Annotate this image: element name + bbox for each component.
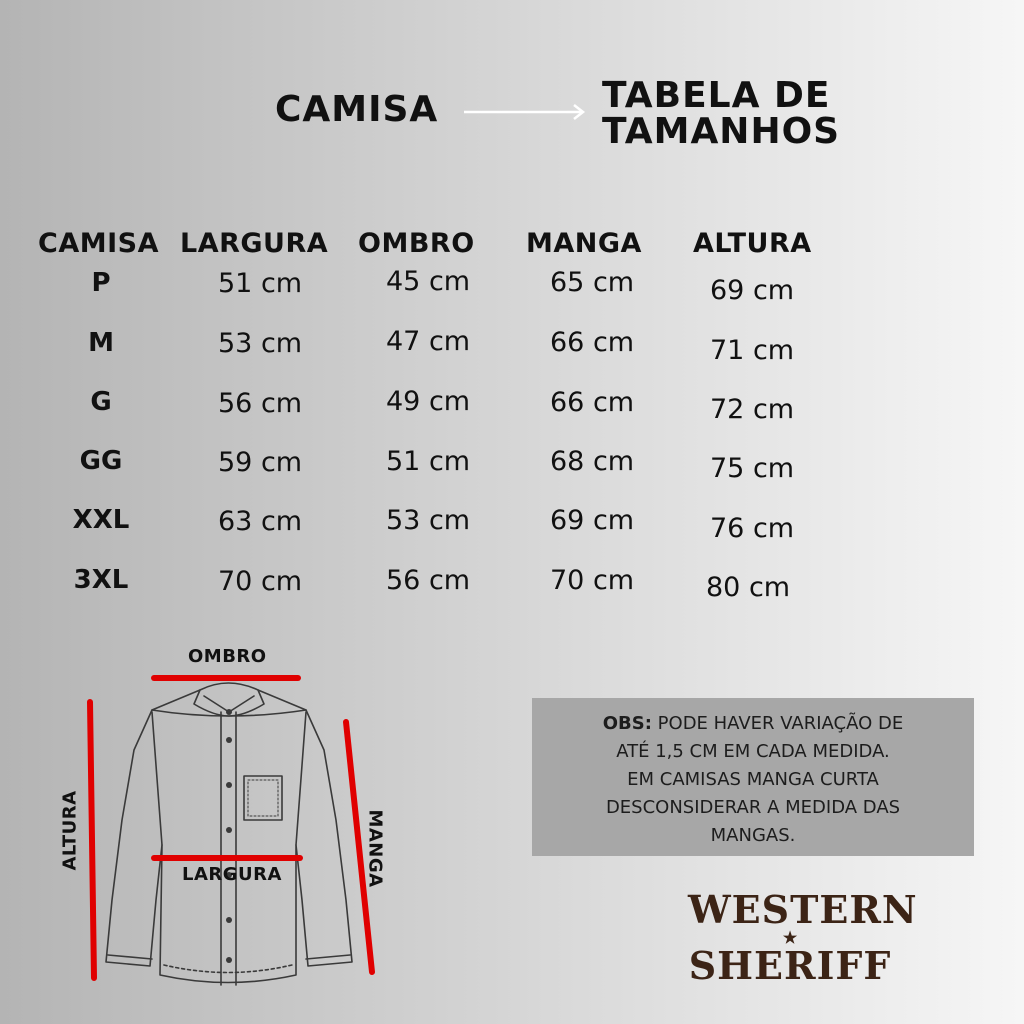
note-line-1: PODE HAVER VARIAÇÃO DE	[657, 713, 904, 734]
note-line-3: EM CAMISAS MANGA CURTA	[627, 769, 879, 790]
size-cell: M	[88, 328, 114, 358]
ombro-cell: 56 cm	[386, 565, 471, 596]
ombro-cell: 49 cm	[386, 386, 471, 417]
largura-cell: 63 cm	[218, 506, 303, 537]
ombro-cell: 47 cm	[386, 326, 471, 357]
col-header-largura: LARGURA	[180, 228, 329, 259]
size-cell: G	[90, 387, 112, 417]
left-title: CAMISA	[275, 89, 439, 130]
altura-cell: 76 cm	[710, 513, 795, 544]
manga-cell: 66 cm	[550, 387, 635, 418]
ombro-cell: 45 cm	[386, 266, 471, 297]
altura-label: ALTURA	[59, 790, 81, 871]
altura-cell: 80 cm	[706, 572, 791, 603]
size-cell: P	[91, 268, 111, 298]
note-line-2: ATÉ 1,5 CM EM CADA MEDIDA.	[616, 741, 890, 762]
right-title-line2: TAMANHOS	[602, 111, 841, 152]
star-icon: ★	[782, 928, 798, 947]
altura-cell: 75 cm	[710, 453, 795, 484]
col-header-camisa: CAMISA	[38, 228, 159, 259]
size-cell: XXL	[72, 505, 130, 535]
largura-cell: 59 cm	[218, 447, 303, 478]
note-line	[548, 710, 958, 738]
note-box	[532, 698, 974, 856]
largura-cell: 56 cm	[218, 388, 303, 419]
largura-cell: 70 cm	[218, 566, 303, 597]
manga-cell: 68 cm	[550, 446, 635, 477]
largura-cell: 51 cm	[218, 268, 303, 299]
size-cell: 3XL	[73, 565, 129, 595]
ombro-cell: 53 cm	[386, 505, 471, 536]
ombro-label: OMBRO	[188, 646, 267, 667]
brand-line-2: SHERIFF	[688, 943, 892, 988]
largura-label: LARGURA	[182, 864, 282, 885]
col-header-manga: MANGA	[526, 228, 642, 259]
altura-cell: 69 cm	[710, 275, 795, 306]
col-header-altura: ALTURA	[693, 228, 812, 259]
col-header-ombro: OMBRO	[358, 228, 475, 259]
size-cell: GG	[79, 446, 123, 476]
note-line-4: DESCONSIDERAR A MEDIDA DAS	[605, 797, 901, 818]
brand-logo	[688, 887, 918, 988]
manga-cell: 65 cm	[550, 267, 635, 298]
largura-cell: 53 cm	[218, 328, 303, 359]
manga-cell: 70 cm	[550, 565, 635, 596]
altura-cell: 71 cm	[710, 335, 795, 366]
ombro-cell: 51 cm	[386, 446, 471, 477]
manga-cell: 66 cm	[550, 327, 635, 358]
brand-line-1: WESTERN	[688, 887, 918, 932]
altura-cell: 72 cm	[710, 394, 795, 425]
right-title-line1: TABELA DE	[602, 75, 831, 116]
note-line-5: MANGAS.	[710, 825, 796, 846]
manga-label: MANGA	[364, 809, 386, 888]
note-prefix: OBS:	[602, 713, 652, 734]
manga-cell: 69 cm	[550, 505, 635, 536]
